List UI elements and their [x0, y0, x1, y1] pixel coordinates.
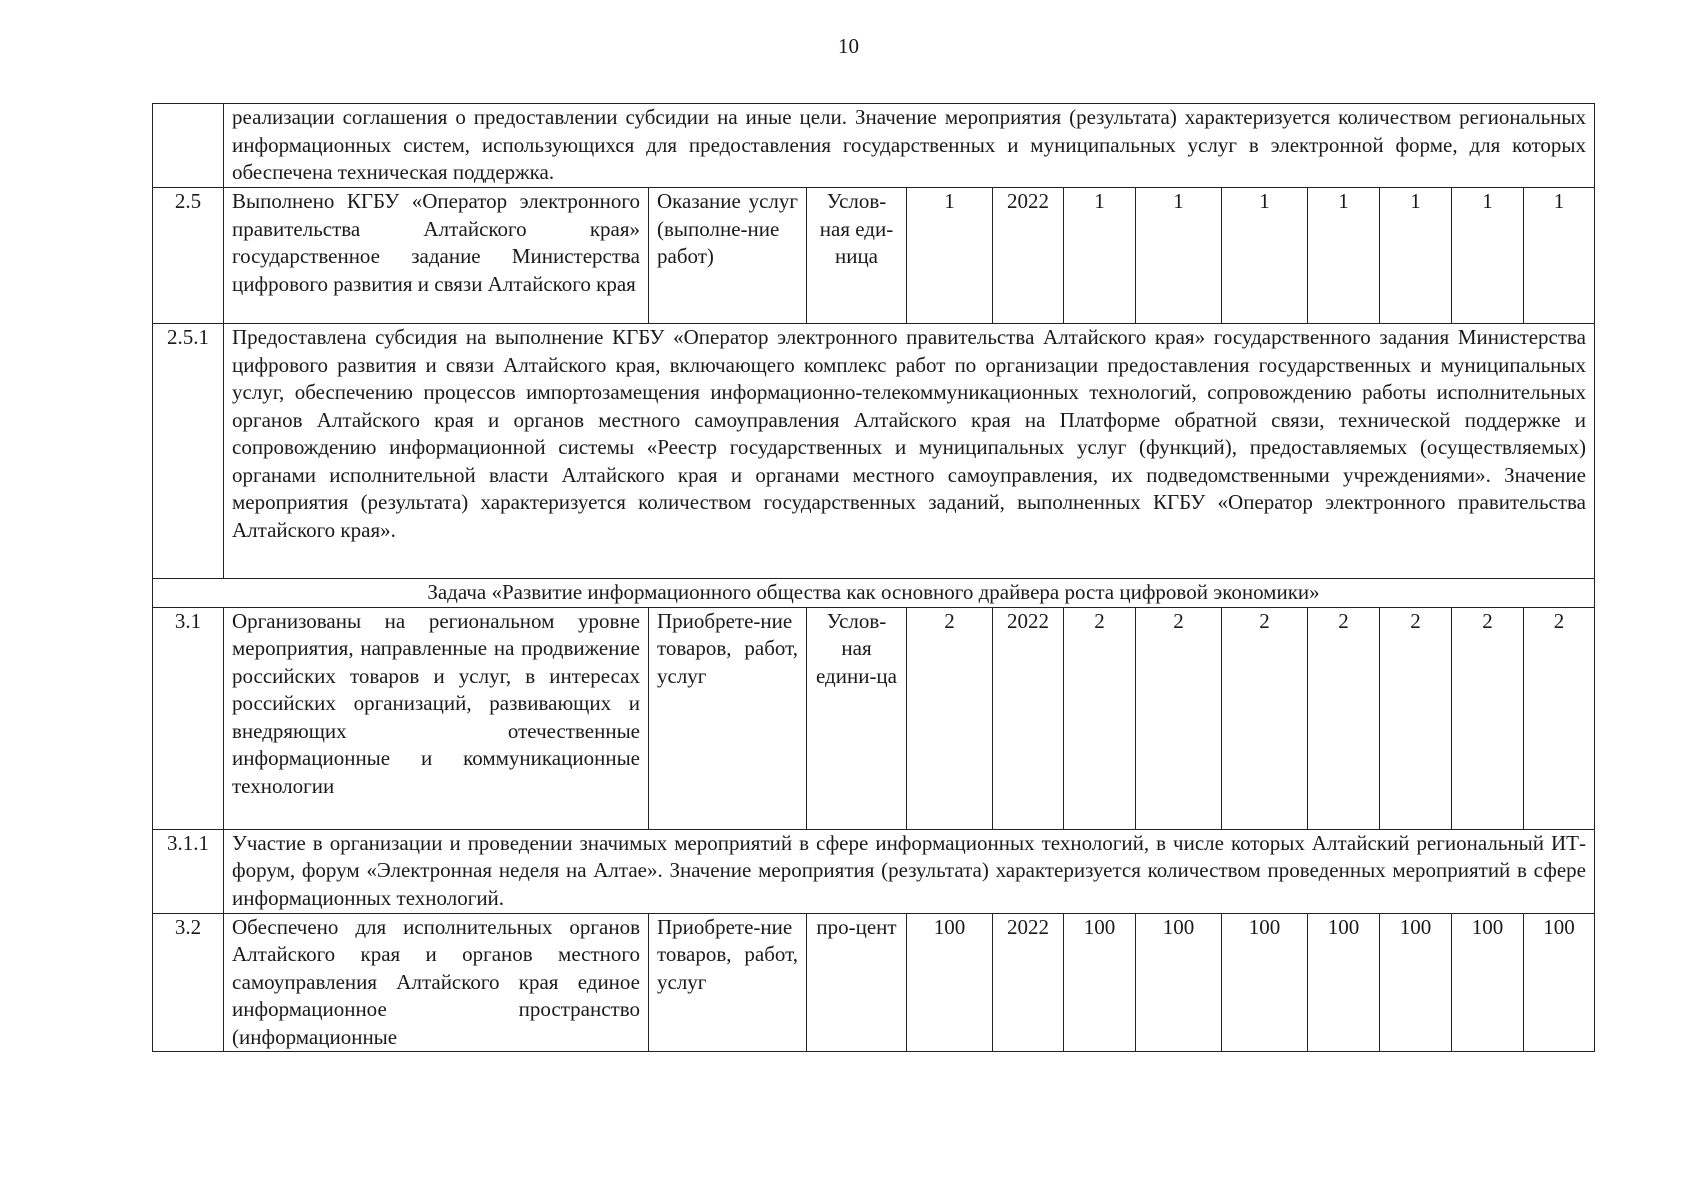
description-row	[153, 829, 1595, 913]
description-text: Предоставлена субсидия на выполнение КГБУ «Оператор электронного правительства Алтайского края» государственного задания Министерства цифрового развития и связи Алтайского края, включающего комплекс работ по организации предоставления государственных и муниципальных услуг, обеспечению процессов импортозамещения информационно-телекоммуникационных технологий, сопровождению работы исполнительных органов Алтайского края и органов местного самоуправления Алтайского края на Платформе обратной связи, технической поддержке и сопровождению информационной системы «Реестр государственных и муниципальных услуг (функций), предоставляемых (осуществляемых) органами исполнительной власти Алтайского края и органами местного самоуправления, их подведомственными учреждениями». Значение мероприятия (результата) характеризуется количеством государственных заданий, выполненных КГБУ «Оператор электронного правительства Алтайского края».	[224, 324, 1595, 579]
base-year: 2022	[993, 913, 1064, 1052]
empty-num-cell	[153, 104, 224, 188]
indicator-type: Оказание услуг (выполне-ние работ)	[649, 188, 807, 324]
value-cell: 100	[1064, 913, 1136, 1052]
indicator-type: Приобрете-ние товаров, работ, услуг	[649, 913, 807, 1052]
indicator-type: Приобрете-ние товаров, работ, услуг	[649, 607, 807, 829]
table-row	[153, 607, 1595, 829]
description-text: Участие в организации и проведении значимых мероприятий в сфере информационных технологий, в числе которых Алтайский региональный ИТ-форум, форум «Электронная неделя на Алтае». Значение мероприятия (результата) характеризуется количеством проведенных мероприятий в сфере информационных технологий.	[224, 829, 1595, 913]
value-cell: 2	[1308, 607, 1380, 829]
base-year: 2022	[993, 188, 1064, 324]
value-cell: 100	[1308, 913, 1380, 1052]
description-row	[153, 324, 1595, 579]
value-cell: 100	[1524, 913, 1595, 1052]
value-cell: 2	[1136, 607, 1222, 829]
indicators-table	[152, 103, 1595, 1052]
continuation-row	[153, 104, 1595, 188]
unit: Услов-ная еди-ница	[807, 188, 907, 324]
base-value: 2	[907, 607, 993, 829]
value-cell: 1	[1452, 188, 1524, 324]
value-cell: 2	[1222, 607, 1308, 829]
table-row	[153, 188, 1595, 324]
value-cell: 1	[1380, 188, 1452, 324]
value-cell: 100	[1452, 913, 1524, 1052]
value-cell: 2	[1524, 607, 1595, 829]
row-number: 2.5.1	[153, 324, 224, 579]
value-cell: 1	[1308, 188, 1380, 324]
unit: про-цент	[807, 913, 907, 1052]
base-value: 100	[907, 913, 993, 1052]
row-number: 3.2	[153, 913, 224, 1052]
page-number: 10	[838, 34, 859, 58]
base-year: 2022	[993, 607, 1064, 829]
row-number: 2.5	[153, 188, 224, 324]
value-cell: 2	[1064, 607, 1136, 829]
value-cell: 1	[1524, 188, 1595, 324]
row-number: 3.1	[153, 607, 224, 829]
unit: Услов-ная едини-ца	[807, 607, 907, 829]
indicator-name: Организованы на региональном уровне мероприятия, направленные на продвижение российских товаров и услуг, в интересах российских организаций, развивающих и внедряющих отечественные информационные и коммуникационные технологии	[224, 607, 649, 829]
base-value: 1	[907, 188, 993, 324]
value-cell: 2	[1452, 607, 1524, 829]
value-cell: 2	[1380, 607, 1452, 829]
value-cell: 100	[1222, 913, 1308, 1052]
value-cell: 100	[1380, 913, 1452, 1052]
task-heading: Задача «Развитие информационного общества как основного драйвера роста цифровой экономики»	[153, 579, 1595, 608]
value-cell: 1	[1064, 188, 1136, 324]
value-cell: 1	[1222, 188, 1308, 324]
value-cell: 1	[1136, 188, 1222, 324]
value-cell: 100	[1136, 913, 1222, 1052]
task-row	[153, 579, 1595, 608]
indicator-name: Выполнено КГБУ «Оператор электронного правительства Алтайского края» государственное задание Министерства цифрового развития и связи Алтайского края	[224, 188, 649, 324]
table-row	[153, 913, 1595, 1052]
indicator-name: Обеспечено для исполнительных органов Алтайского края и органов местного самоуправления Алтайского края единое информационное пространство (информационные	[224, 913, 649, 1052]
continuation-text: реализации соглашения о предоставлении субсидии на иные цели. Значение мероприятия (результата) характеризуется количеством региональных информационных систем, использующихся для предоставления государственных и муниципальных услуг в электронной форме, для которых обеспечена техническая поддержка.	[224, 104, 1595, 188]
row-number: 3.1.1	[153, 829, 224, 913]
